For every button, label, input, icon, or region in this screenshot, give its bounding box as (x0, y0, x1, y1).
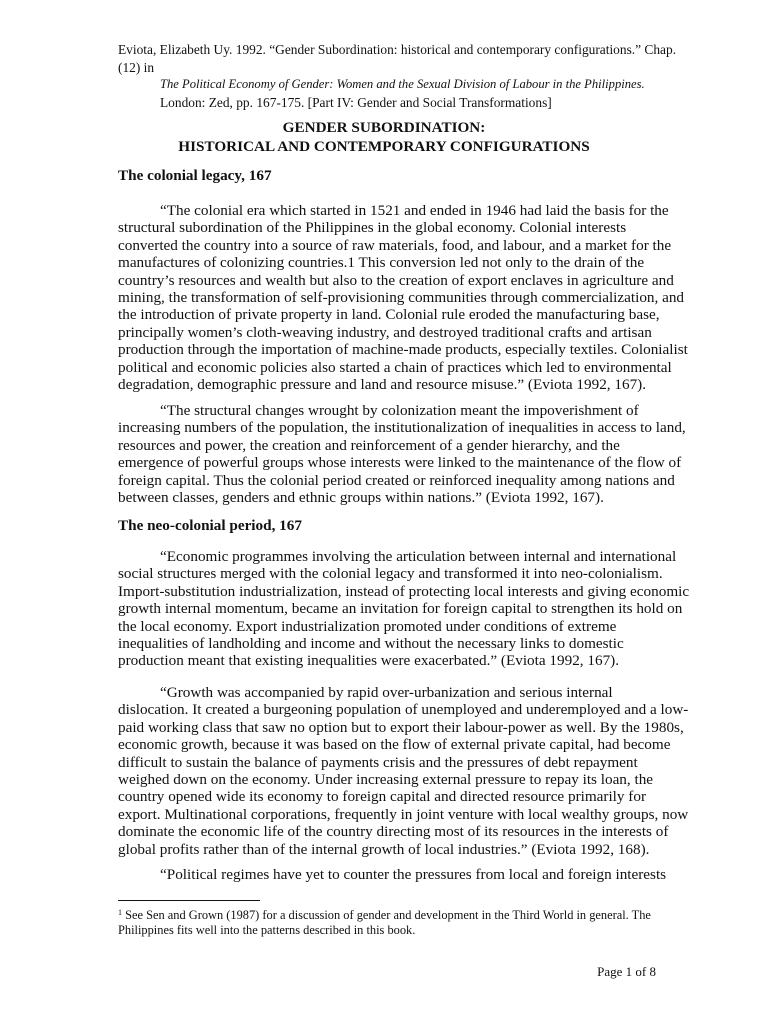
paragraph-line: inequalities of landholding and income and without the necessary links to domestic (118, 635, 624, 653)
paragraph-line: emergence of powerful groups whose interests were linked to the maintenance of the flow of (118, 454, 682, 472)
document-title-line-2: HISTORICAL AND CONTEMPORARY CONFIGURATIONS (178, 138, 590, 155)
paragraph (118, 684, 689, 858)
footnote-marker: 1 (118, 908, 122, 917)
paragraph-line: the introduction of private property in land. Colonial rule eroded the manufacturing base, (118, 306, 660, 324)
paragraph-line: “Growth was accompanied by rapid over-urbanization and serious internal (160, 684, 613, 701)
paragraph (118, 202, 688, 394)
paragraph-line: production meant that existing inequalities were exacerbated.” (Eviota 1992, 167). (118, 652, 620, 670)
paragraph-line: between classes, genders and ethnic groups within nations.” (Eviota 1992, 167). (118, 489, 604, 507)
paragraph-line: manufactures of colonizing countries.1 This conversion led not only to the drain of the (118, 254, 645, 272)
paragraph (118, 548, 690, 670)
document-title-line-1: GENDER SUBORDINATION: (282, 119, 486, 136)
paragraph-line: structural subordination of the Philippines in the global economy. Colonial interests (118, 219, 627, 237)
paragraph-line: converted the country into a source of raw materials, food, and labour, and a market for the (118, 236, 672, 254)
paragraph-line: economic growth, because it was based on the flow of external private capital, had become (118, 736, 671, 754)
footnote-line: Philippines fits well into the patterns described in this book. (118, 923, 416, 937)
paragraph-line: degradation, demographic pressure and land and resource misuse.” (Eviota 1992, 167). (118, 376, 647, 394)
footnote-text: See Sen and Grown (1987) for a discussion of gender and development in the Third World in general. The (122, 908, 651, 922)
paragraph-line: the local economy. Export industrialization promoted under conditions of extreme (118, 617, 617, 635)
footnote-line (118, 905, 658, 923)
paragraph-line: “Economic programmes involving the articulation between internal and international (160, 548, 677, 565)
page-number: Page 1 of 8 (597, 964, 656, 979)
paragraph-line: weighed down on the economy. Under increasing external pressure to repay its loan, the (118, 771, 654, 789)
paragraph-line: global profits rather than of the internal growth of local industries.” (Eviota 1992, 168). (118, 840, 650, 858)
paragraph-line: growth internal momentum, became an invitation for foreign capital to strengthen its hold on (118, 600, 683, 618)
paragraph-line: social structures merged with the colonial legacy and transformed it into neo-colonialism. (118, 565, 663, 583)
paragraph-line: mining, the transformation of self-provisioning communities through commercialization, and (118, 289, 685, 307)
paragraph-line: production through the importation of machine-made products, especially textiles. Colonialist (118, 341, 688, 359)
paragraph (118, 866, 667, 883)
paragraph-line: export. Multinational corporations, frequently in joint venture with local wealthy groups, now (118, 805, 689, 823)
paragraph-line: country’s resources and wealth but also to the creation of export enclaves in agriculture and (118, 271, 674, 289)
citation-line-1: Eviota, Elizabeth Uy. 1992. “Gender Subordination: historical and contemporary configurations.” Chap. (12) in (118, 42, 677, 75)
paragraph-line: principally women’s cloth-weaving industry, and destroyed traditional crafts and artisan (118, 323, 652, 341)
paragraph-line: “The structural changes wrought by colonization meant the impoverishment of (160, 402, 639, 419)
paragraph-line: paid working class that saw no option but to export their labour-power as well. By the 1980s, (118, 718, 684, 736)
paragraph-line: “The colonial era which started in 1521 and ended in 1946 had laid the basis for the (160, 202, 669, 219)
document-title (0, 118, 768, 156)
citation-line-3: London: Zed, pp. 167-175. [Part IV: Gender and Social Transformations] (160, 94, 552, 110)
paragraph-line: resources and power, the creation and reinforcement of a gender hierarchy, and the (118, 436, 620, 454)
paragraph-line: political and economic policies also started a chain of practices which led to environmental (118, 358, 672, 376)
citation-line-2: The Political Economy of Gender: Women and the Sexual Division of Labour in the Philippines. (160, 77, 645, 91)
paragraph-line: country opened wide its economy to foreign capital and directed resource primarily for (118, 788, 646, 806)
citation (118, 41, 678, 111)
section-heading-neo-colonial-period: The neo-colonial period, 167 (118, 517, 302, 534)
paragraph (118, 402, 686, 507)
paragraph-line: “Political regimes have yet to counter the pressures from local and foreign interests (160, 866, 667, 883)
paragraph-line: dislocation. It created a burgeoning population of unemployed and underemployed and a low- (118, 701, 689, 719)
paragraph-line: Import-substitution industrialization, instead of protecting local interests and giving economic (118, 582, 690, 600)
section-heading-colonial-legacy: The colonial legacy, 167 (118, 167, 272, 184)
paragraph-line: difficult to sustain the balance of payments crisis and the pressures of debt repayment (118, 753, 638, 771)
footnote-divider (118, 900, 260, 901)
paragraph-line: increasing numbers of the population, the institutionalization of inequalities in access to land, (118, 419, 686, 437)
paragraph-line: dominate the economic life of the country directing most of its resources in the interests of (118, 823, 669, 841)
footnote (118, 905, 658, 938)
paragraph-line: foreign capital. Thus the colonial period created or reinforced inequality among nations and (118, 471, 675, 489)
